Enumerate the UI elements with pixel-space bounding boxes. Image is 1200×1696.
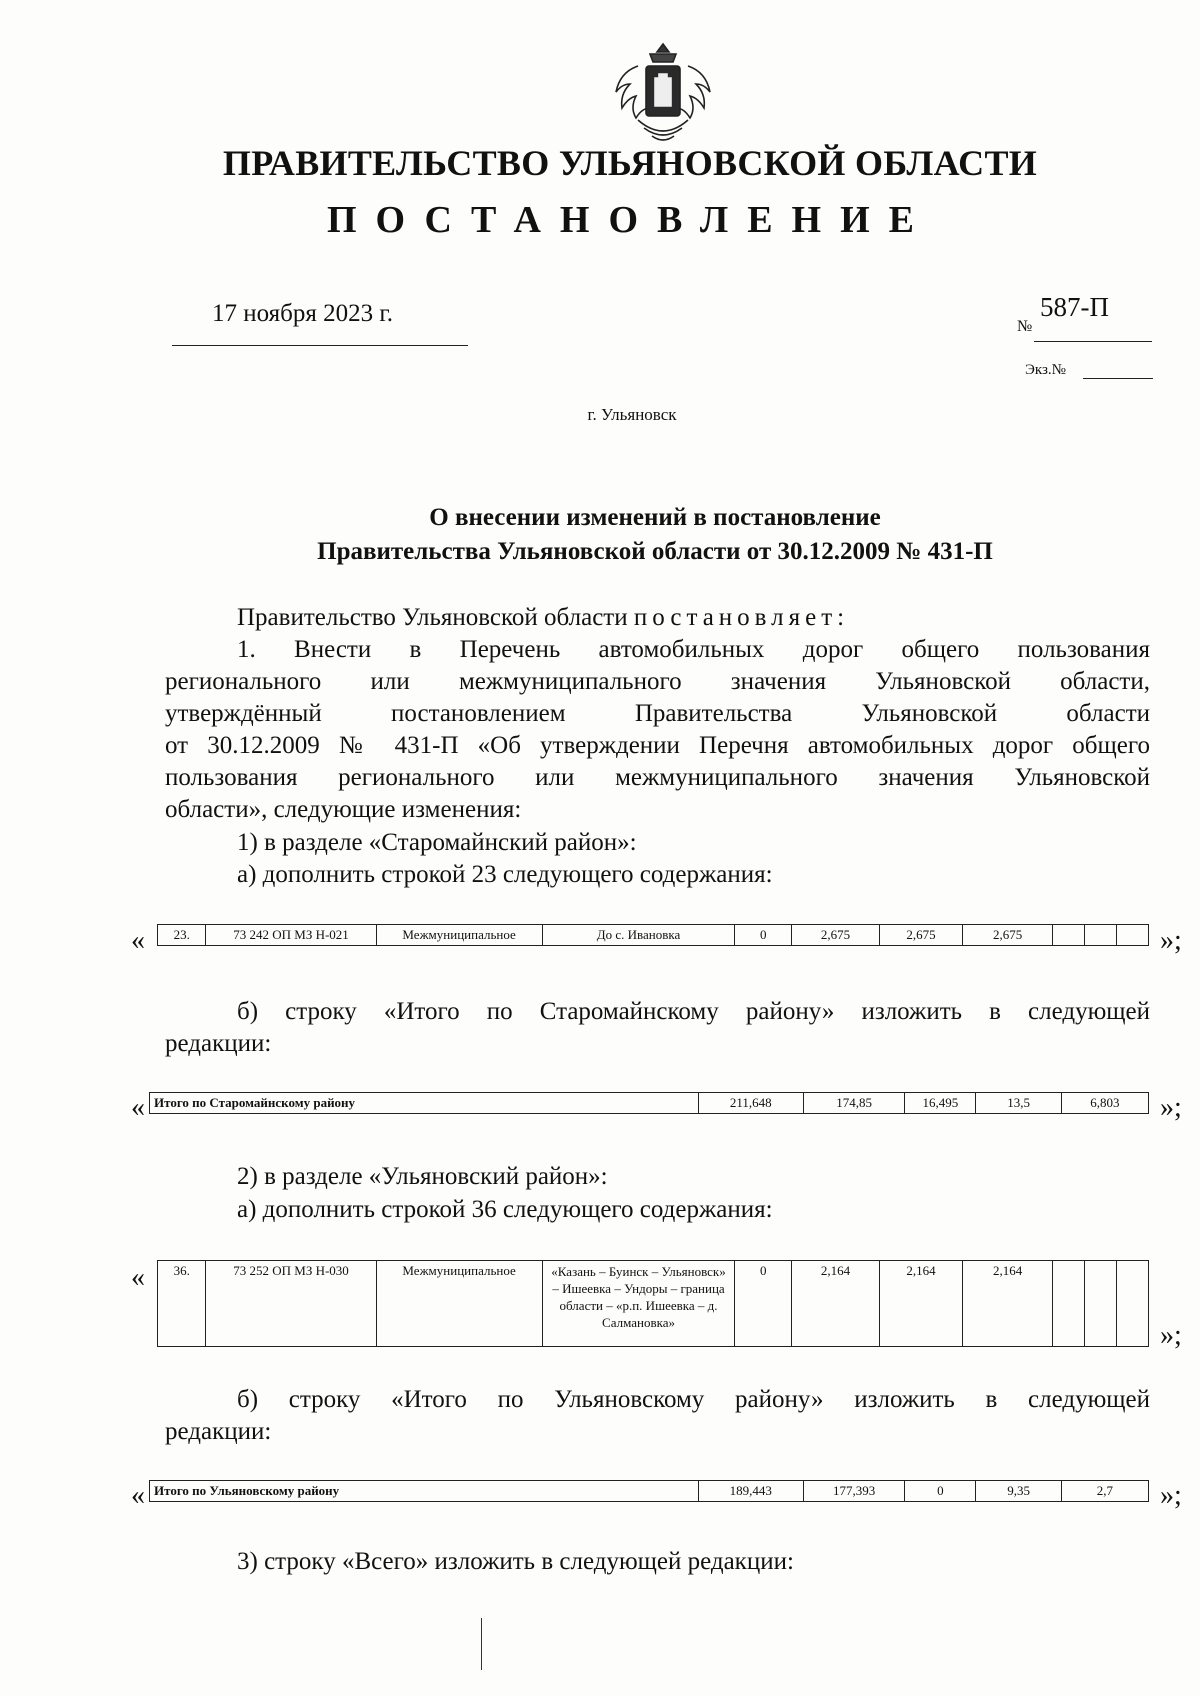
value-cell: 0	[735, 1261, 792, 1347]
paragraph-1-line: пользования регионального или межмуниципального значения Ульяновской	[165, 764, 1150, 791]
value-cell: 2,164	[792, 1261, 880, 1347]
quote-open: «	[131, 1262, 145, 1293]
road-category-cell: Межмуниципальное	[376, 1261, 542, 1347]
row-number-cell: 36.	[158, 1261, 206, 1347]
value-cell: 2,675	[792, 925, 880, 946]
road-code-cell: 73 242 ОП МЗ Н-021	[206, 925, 376, 946]
value-cell: 2,164	[879, 1261, 963, 1347]
value-cell: 13,5	[976, 1093, 1061, 1114]
total-label-cell: Итого по Старомайнскому району	[150, 1093, 699, 1114]
section-1-heading: 1) в разделе «Старомайнский район»:	[237, 829, 637, 856]
value-cell: 9,35	[976, 1481, 1061, 1502]
section-1b-line: редакции:	[165, 1030, 272, 1057]
empty-cell	[1084, 925, 1116, 946]
row-23-table	[157, 924, 1149, 946]
total-label-cell: Итого по Ульяновскому району	[150, 1481, 699, 1502]
empty-cell	[1053, 925, 1085, 946]
organization-title: ПРАВИТЕЛЬСТВО УЛЬЯНОВСКОЙ ОБЛАСТИ	[222, 143, 1038, 183]
road-name-cell: До с. Ивановка	[542, 925, 735, 946]
empty-cell	[1116, 1261, 1148, 1347]
subject-line-2: Правительства Ульяновской области от 30.12.2009 № 431-П	[317, 538, 993, 565]
quote-close: »;	[1160, 1480, 1182, 1511]
total-ulyanovsky-table	[149, 1480, 1149, 1502]
road-name-cell: «Казань – Буинск – Ульяновск» – Ишеевка – Ундоры – граница области – «р.п. Ишеевка – д. Салмановка»	[542, 1261, 735, 1347]
page-fold-mark	[481, 1618, 483, 1670]
value-cell: 6,803	[1061, 1093, 1148, 1114]
section-2a-text: а) дополнить строкой 36 следующего содержания:	[237, 1196, 773, 1223]
quote-open: «	[131, 925, 145, 956]
value-cell: 2,7	[1061, 1481, 1148, 1502]
section-2b-text	[165, 1384, 1150, 1448]
total-staromainsky-table	[149, 1092, 1149, 1114]
paragraph-1-line: регионального или межмуниципального значения Ульяновской области,	[165, 668, 1150, 695]
section-2b-line: б) строку «Итого по Ульяновскому району» изложить в следующей	[237, 1386, 1150, 1413]
value-cell: 2,164	[963, 1261, 1053, 1347]
document-type-title: ПОСТАНОВЛЕНИЕ	[326, 199, 934, 241]
preamble	[237, 602, 849, 634]
city-name: г. Ульяновск	[587, 405, 677, 424]
document-number: 587-П	[1040, 292, 1109, 322]
copy-number-label: Экз.№	[1025, 362, 1066, 378]
table-row	[158, 925, 1149, 946]
subject-line-1: О внесении изменений в постановление	[429, 504, 881, 531]
section-1b-line: б) строку «Итого по Старомайнскому району» изложить в следующей	[237, 998, 1150, 1025]
paragraph-1-line: утверждённый постановлением Правительства Ульяновской области	[165, 700, 1150, 727]
preamble-subject: Правительство Ульяновской области	[237, 604, 628, 631]
table-row	[150, 1481, 1149, 1502]
value-cell: 16,495	[905, 1093, 976, 1114]
section-2b-line: редакции:	[165, 1418, 272, 1445]
section-3-heading: 3) строку «Всего» изложить в следующей редакции:	[237, 1548, 794, 1575]
row-number-cell: 23.	[158, 925, 206, 946]
date-underline	[172, 345, 468, 346]
road-code-cell: 73 252 ОП МЗ Н-030	[206, 1261, 376, 1347]
preamble-verb: постановляет:	[633, 604, 850, 631]
number-underline	[1034, 341, 1152, 342]
value-cell: 0	[905, 1481, 976, 1502]
section-1a-text: а) дополнить строкой 23 следующего содержания:	[237, 861, 773, 888]
empty-cell	[1053, 1261, 1085, 1347]
paragraph-1-line: от 30.12.2009 № 431-П «Об утверждении Перечня автомобильных дорог общего	[165, 732, 1150, 759]
value-cell: 2,675	[879, 925, 963, 946]
quote-close: »;	[1160, 925, 1182, 956]
paragraph-1-line: области», следующие изменения:	[165, 796, 522, 823]
section-2-heading: 2) в разделе «Ульяновский район»:	[237, 1163, 608, 1190]
document-subject	[0, 501, 1200, 569]
paragraph-1	[165, 634, 1150, 826]
coat-of-arms-emblem	[608, 40, 718, 146]
quote-close: »;	[1160, 1092, 1182, 1123]
value-cell: 0	[735, 925, 792, 946]
number-sign: №	[1017, 318, 1033, 335]
value-cell: 189,443	[698, 1481, 803, 1502]
table-row	[150, 1093, 1149, 1114]
quote-open: «	[131, 1092, 145, 1123]
table-row	[158, 1261, 1149, 1347]
empty-cell	[1084, 1261, 1116, 1347]
paragraph-1-line: 1. Внести в Перечень автомобильных дорог общего пользования	[237, 636, 1150, 663]
value-cell: 2,675	[963, 925, 1053, 946]
value-cell: 177,393	[803, 1481, 904, 1502]
value-cell: 211,648	[698, 1093, 803, 1114]
road-category-cell: Межмуниципальное	[376, 925, 542, 946]
section-1b-text	[165, 996, 1150, 1060]
document-date: 17 ноября 2023 г.	[212, 300, 394, 327]
copy-number-underline	[1083, 378, 1153, 379]
value-cell: 174,85	[803, 1093, 904, 1114]
quote-open: «	[131, 1480, 145, 1511]
row-36-table	[157, 1260, 1149, 1347]
quote-close: »;	[1160, 1320, 1182, 1351]
empty-cell	[1116, 925, 1148, 946]
